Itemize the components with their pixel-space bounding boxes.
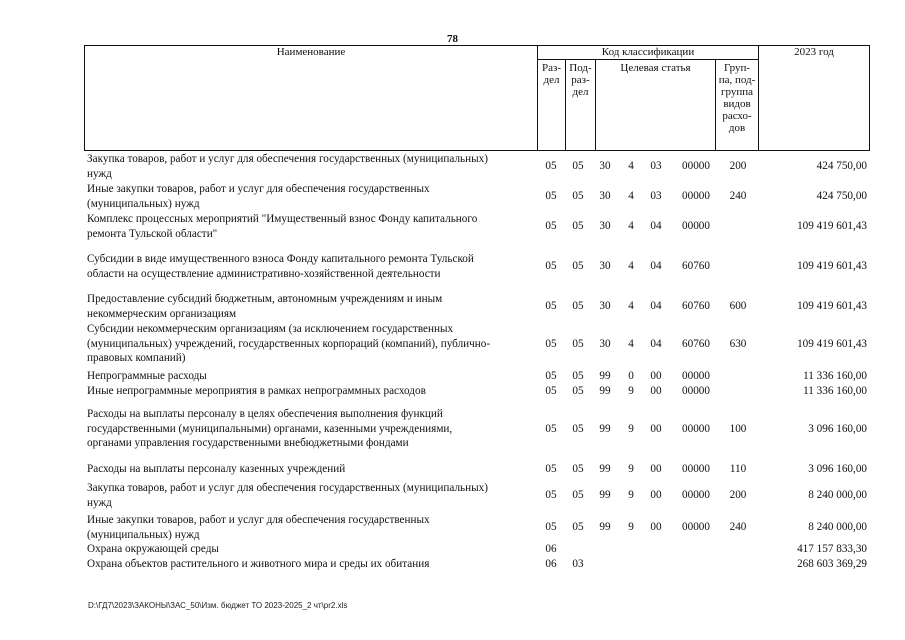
cell-podrazdel: 03: [572, 558, 584, 570]
cell-target-complex: 00: [650, 422, 662, 435]
cell-podrazdel: 05: [572, 190, 584, 202]
cell-target-program: 30: [599, 337, 611, 350]
cell-razdel: 05: [545, 337, 557, 350]
cell-target-complex: 00: [650, 489, 662, 501]
row-name-line: Охрана объектов растительного и животного мира и среды их обитания: [87, 558, 430, 570]
cell-target-complex: 00: [650, 370, 662, 382]
cell-target-program: 30: [599, 190, 611, 202]
row-name-line: Охрана окружающей среды: [87, 543, 219, 555]
row-name-line: Субсидии в виде имущественного взноса Фонду капитального ремонта Тульской: [87, 253, 474, 265]
cell-target-type: 9: [628, 422, 634, 435]
header-group-line: группа: [720, 86, 754, 98]
cell-target-direction: 00000: [682, 190, 710, 202]
cell-razdel: 05: [545, 385, 557, 397]
cell-target-type: 9: [628, 385, 634, 397]
row-name-line: органами управления государственными внебюджетными фондами: [87, 437, 409, 449]
row-name-line: Комплекс процессных мероприятий "Имущественный взнос Фонду капитального: [87, 213, 478, 225]
header-group-line: дов: [728, 122, 746, 134]
row-name: [87, 292, 535, 321]
row-name-line: правовых компаний): [87, 352, 186, 364]
cell-target-complex: 04: [650, 260, 662, 272]
cell-target-direction: 00000: [682, 422, 710, 435]
row-name-line: ремонта Тульской области": [87, 227, 218, 240]
row-name: [87, 322, 535, 366]
header-right-border: [869, 45, 870, 151]
cell-amount: 3 096 160,00: [808, 422, 867, 435]
header-podrazdel-line: раз-: [571, 74, 590, 86]
cell-target-type: 4: [628, 160, 634, 172]
cell-target-program: 30: [599, 300, 611, 312]
row-name: [87, 542, 535, 557]
cell-expense-group: 110: [729, 463, 747, 475]
table-row: [0, 462, 905, 477]
cell-target-complex: 04: [650, 337, 662, 350]
header-group-line: видов: [723, 98, 751, 110]
cell-target-direction: 60760: [682, 300, 710, 312]
row-name-line: (муниципальных) нужд: [87, 528, 200, 541]
cell-target-program: 99: [599, 422, 611, 435]
cell-amount: 109 419 601,43: [797, 300, 867, 312]
cell-podrazdel: 05: [572, 385, 584, 397]
table-row: [0, 481, 905, 510]
row-name-line: Предоставление субсидий бюджетным, автономным учреждениям и иным: [87, 293, 443, 305]
row-name: [87, 369, 535, 384]
cell-amount: 424 750,00: [816, 160, 867, 172]
row-name-line: области на осуществление административно-хозяйственной деятельности: [87, 267, 441, 280]
row-name: [87, 384, 535, 399]
cell-podrazdel: 05: [572, 260, 584, 272]
cell-podrazdel: 05: [572, 370, 584, 382]
cell-amount: 268 603 369,29: [797, 558, 867, 570]
row-name-line: (муниципальных) учреждений, государственных корпораций (компаний), публично-: [87, 337, 491, 350]
cell-target-direction: 60760: [682, 260, 710, 272]
header-bottom-border: [84, 150, 870, 151]
table-row: [0, 322, 905, 366]
header-divider-name: [537, 45, 538, 151]
row-name: [87, 481, 535, 510]
file-path-footer: D:\ГД7\2023\ЗАКОНЫ\ЗАС_50\Изм. бюджет ТО 2023-2025_2 чт\pr2.xls: [88, 601, 348, 610]
header-group-line: па, под-: [718, 74, 756, 86]
table-row: [0, 369, 905, 384]
cell-target-direction: 00000: [682, 521, 710, 533]
row-name-line: Закупка товаров, работ и услуг для обеспечения государственных (муниципальных): [87, 482, 488, 494]
cell-razdel: 05: [545, 463, 557, 475]
cell-target-type: 4: [628, 190, 634, 202]
cell-podrazdel: 05: [572, 489, 584, 501]
header-group: [716, 62, 758, 134]
page-number: 78: [447, 33, 458, 45]
table-row: [0, 513, 905, 542]
table-row: [0, 182, 905, 211]
header-code-group: Код классификации: [601, 46, 695, 58]
cell-target-program: 30: [599, 160, 611, 172]
cell-podrazdel: 05: [572, 220, 584, 232]
cell-target-program: 30: [599, 220, 611, 232]
cell-razdel: 05: [545, 260, 557, 272]
cell-target-complex: 00: [650, 463, 662, 475]
header-left-border: [84, 45, 85, 151]
cell-target-complex: 00: [650, 521, 662, 533]
cell-target-type: 4: [628, 220, 634, 232]
cell-amount: 8 240 000,00: [808, 521, 867, 533]
header-name: Наименование: [276, 46, 346, 58]
cell-expense-group: 240: [729, 190, 747, 202]
header-year: 2023 год: [794, 46, 834, 58]
cell-expense-group: 200: [729, 489, 747, 501]
row-name: [87, 252, 535, 281]
row-name-line: некоммерческим организациям: [87, 307, 237, 320]
table-row: [0, 542, 905, 557]
header-podrazdel-line: Под-: [569, 62, 592, 74]
row-name: [87, 407, 535, 451]
row-name: [87, 462, 535, 477]
header-podrazdel-line: дел: [572, 86, 589, 98]
cell-target-program: 30: [599, 260, 611, 272]
cell-razdel: 05: [545, 489, 557, 501]
cell-expense-group: 240: [729, 521, 747, 533]
cell-podrazdel: 05: [572, 300, 584, 312]
cell-amount: 109 419 601,43: [797, 337, 867, 350]
cell-target-program: 99: [599, 521, 611, 533]
cell-expense-group: 600: [729, 300, 747, 312]
cell-target-program: 99: [599, 463, 611, 475]
cell-target-direction: 00000: [682, 160, 710, 172]
header-divider-year: [758, 45, 759, 151]
cell-podrazdel: 05: [572, 160, 584, 172]
table-row: [0, 252, 905, 281]
cell-target-complex: 03: [650, 190, 662, 202]
cell-razdel: 05: [545, 160, 557, 172]
cell-target-direction: 00000: [682, 370, 710, 382]
row-name-line: Расходы на выплаты персоналу в целях обеспечения выполнения функций: [87, 408, 443, 420]
cell-amount: 8 240 000,00: [808, 489, 867, 501]
cell-podrazdel: 05: [572, 521, 584, 533]
cell-podrazdel: 05: [572, 337, 584, 350]
header-target: Целевая статья: [620, 62, 691, 74]
cell-amount: 11 336 160,00: [803, 370, 867, 382]
table-row: [0, 384, 905, 399]
cell-target-complex: 04: [650, 300, 662, 312]
row-name: [87, 557, 535, 572]
cell-podrazdel: 05: [572, 463, 584, 475]
header-podrazdel: [566, 62, 595, 98]
cell-amount: 417 157 833,30: [797, 543, 867, 555]
row-name-line: государственными (муниципальными) органами, казенными учреждениями,: [87, 422, 453, 435]
cell-expense-group: 100: [729, 422, 747, 435]
cell-razdel: 05: [545, 422, 557, 435]
cell-razdel: 05: [545, 220, 557, 232]
cell-target-complex: 03: [650, 160, 662, 172]
row-name: [87, 182, 535, 211]
header-razdel: [538, 62, 565, 86]
cell-target-type: 4: [628, 337, 634, 350]
cell-target-program: 99: [599, 489, 611, 501]
cell-amount: 11 336 160,00: [803, 385, 867, 397]
header-subgroup-border: [537, 59, 758, 60]
cell-razdel: 06: [545, 558, 557, 570]
cell-razdel: 05: [545, 370, 557, 382]
cell-expense-group: 630: [729, 337, 747, 350]
row-name: [87, 212, 535, 241]
cell-target-type: 4: [628, 260, 634, 272]
cell-razdel: 05: [545, 521, 557, 533]
cell-target-direction: 00000: [682, 489, 710, 501]
row-name-line: Иные закупки товаров, работ и услуг для обеспечения государственных: [87, 183, 430, 195]
row-name-line: Непрограммные расходы: [87, 370, 207, 382]
cell-target-type: 0: [628, 370, 634, 382]
table-row: [0, 292, 905, 321]
cell-target-type: 9: [628, 463, 634, 475]
cell-target-direction: 00000: [682, 220, 710, 232]
header-group-line: Груп-: [723, 62, 751, 74]
cell-target-program: 99: [599, 370, 611, 382]
row-name-line: Закупка товаров, работ и услуг для обеспечения государственных (муниципальных): [87, 153, 488, 165]
header-razdel-line: Раз-: [541, 62, 561, 74]
cell-amount: 109 419 601,43: [797, 260, 867, 272]
cell-target-complex: 00: [650, 385, 662, 397]
cell-amount: 109 419 601,43: [797, 220, 867, 232]
row-name: [87, 513, 535, 542]
cell-razdel: 06: [545, 543, 557, 555]
row-name-line: нужд: [87, 167, 112, 180]
row-name-line: нужд: [87, 496, 112, 509]
row-name-line: Расходы на выплаты персоналу казенных учреждений: [87, 463, 346, 475]
cell-expense-group: 200: [729, 160, 747, 172]
table-row: [0, 152, 905, 181]
cell-target-complex: 04: [650, 220, 662, 232]
cell-target-type: 9: [628, 521, 634, 533]
table-row: [0, 212, 905, 241]
cell-target-direction: 00000: [682, 385, 710, 397]
cell-amount: 424 750,00: [816, 190, 867, 202]
row-name-line: Иные закупки товаров, работ и услуг для обеспечения государственных: [87, 514, 430, 526]
table-row: [0, 407, 905, 451]
row-name: [87, 152, 535, 181]
cell-target-type: 4: [628, 300, 634, 312]
cell-razdel: 05: [545, 300, 557, 312]
cell-target-type: 9: [628, 489, 634, 501]
row-name-line: Иные непрограммные мероприятия в рамках непрограммных расходов: [87, 385, 426, 397]
header-razdel-line: дел: [543, 74, 560, 86]
cell-razdel: 05: [545, 190, 557, 202]
header-group-line: расхо-: [722, 110, 752, 122]
cell-podrazdel: 05: [572, 422, 584, 435]
row-name-line: (муниципальных) нужд: [87, 197, 200, 210]
cell-amount: 3 096 160,00: [808, 463, 867, 475]
cell-target-direction: 60760: [682, 337, 710, 350]
row-name-line: Субсидии некоммерческим организациям (за исключением государственных: [87, 323, 454, 335]
cell-target-program: 99: [599, 385, 611, 397]
cell-target-direction: 00000: [682, 463, 710, 475]
table-row: [0, 557, 905, 572]
